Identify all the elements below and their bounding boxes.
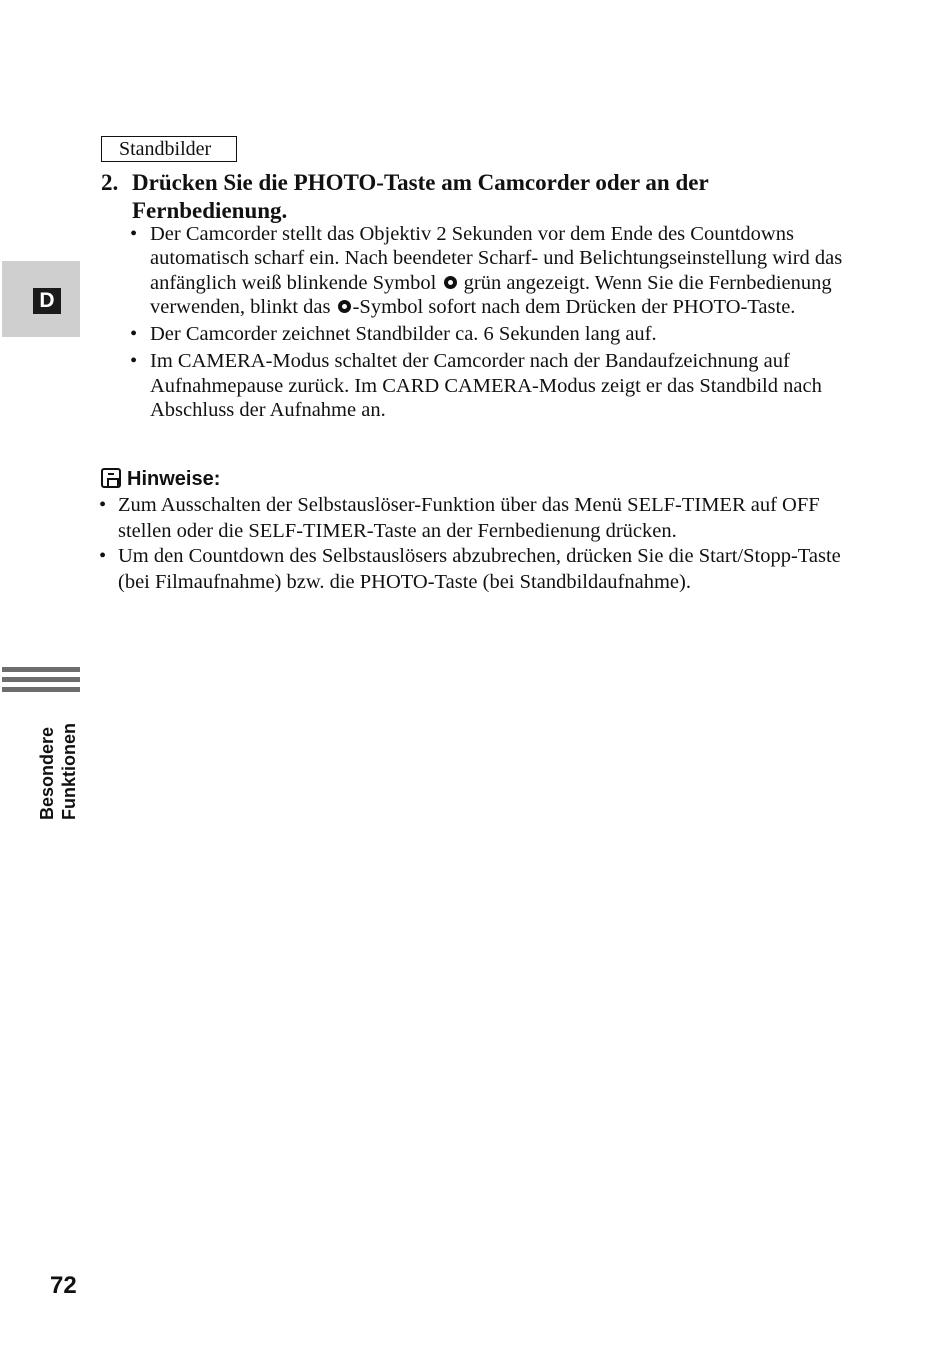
section-bar <box>2 677 80 682</box>
list-item <box>96 493 856 544</box>
bullet-dot: • <box>99 494 107 516</box>
notes-heading <box>101 466 220 494</box>
focus-symbol-icon <box>444 276 457 289</box>
bullet-text: Der Camcorder zeichnet Standbilder ca. 6 Sekunden lang auf. <box>150 323 657 346</box>
section-label <box>36 710 80 820</box>
topic-tag: Standbilder <box>101 136 237 162</box>
list-item <box>128 222 848 319</box>
bullet-text: Im CAMERA-Modus schaltet der Camcorder nach der Bandaufzeichnung auf Aufnahmepause zurück. Im CARD CAMERA-Modus zeigt er das Standbild nach Abschluss der Aufnahme an. <box>150 350 822 422</box>
bullet-text-part: -Symbol sofort nach dem Drücken der PHOTO-Taste. <box>352 295 796 318</box>
bullet-dot: • <box>99 545 107 567</box>
note-text: Um den Countdown des Selbstauslösers abzubrechen, drücken Sie die Start/Stopp-Taste (bei Filmaufnahme) bzw. die PHOTO-Taste (bei Standbildaufnahme). <box>118 545 841 593</box>
bullet-dot: • <box>130 223 138 245</box>
note-icon <box>101 468 121 488</box>
list-item <box>128 322 848 346</box>
section-bar <box>2 687 80 692</box>
language-tab-label: D <box>33 288 61 314</box>
step-text: Drücken Sie die PHOTO-Taste am Camcorder oder an der Fernbedienung. <box>132 170 709 223</box>
bullet-dot: • <box>130 323 138 346</box>
step-bullet-list <box>128 222 848 425</box>
section-label-line1: Besondere <box>37 726 57 820</box>
bullet-text-part: grün angezeigt. Wenn Sie die Fernbedienung verwenden, blinkt das <box>150 271 832 318</box>
bullet-dot: • <box>130 350 138 373</box>
step-number: 2. <box>101 170 119 195</box>
list-item <box>96 544 856 595</box>
note-text: Zum Ausschalten der Selbstauslöser-Funktion über das Menü SELF-TIMER auf OFF stellen oder die SELF-TIMER-Taste an der Fernbedienung drücken. <box>118 494 820 542</box>
page-number: 72 <box>50 1272 77 1299</box>
section-bar <box>2 667 80 672</box>
language-tab <box>2 261 80 337</box>
notes-heading-label: Hinweise: <box>127 468 221 490</box>
bullet-text-part: Der Camcorder stellt das Objektiv 2 Sekunden vor dem Ende des Countdowns automatisch scharf ein. Nach beendeter Scharf- und Belichtungseinstellung wird das anfänglich weiß blinkende Symbol <box>150 223 843 294</box>
section-marker-bars <box>2 667 80 697</box>
section-label-line2: Funktionen <box>59 723 79 820</box>
list-item <box>128 349 848 422</box>
notes-list <box>96 493 856 595</box>
focus-symbol-icon <box>338 300 351 313</box>
step-heading <box>101 169 861 225</box>
